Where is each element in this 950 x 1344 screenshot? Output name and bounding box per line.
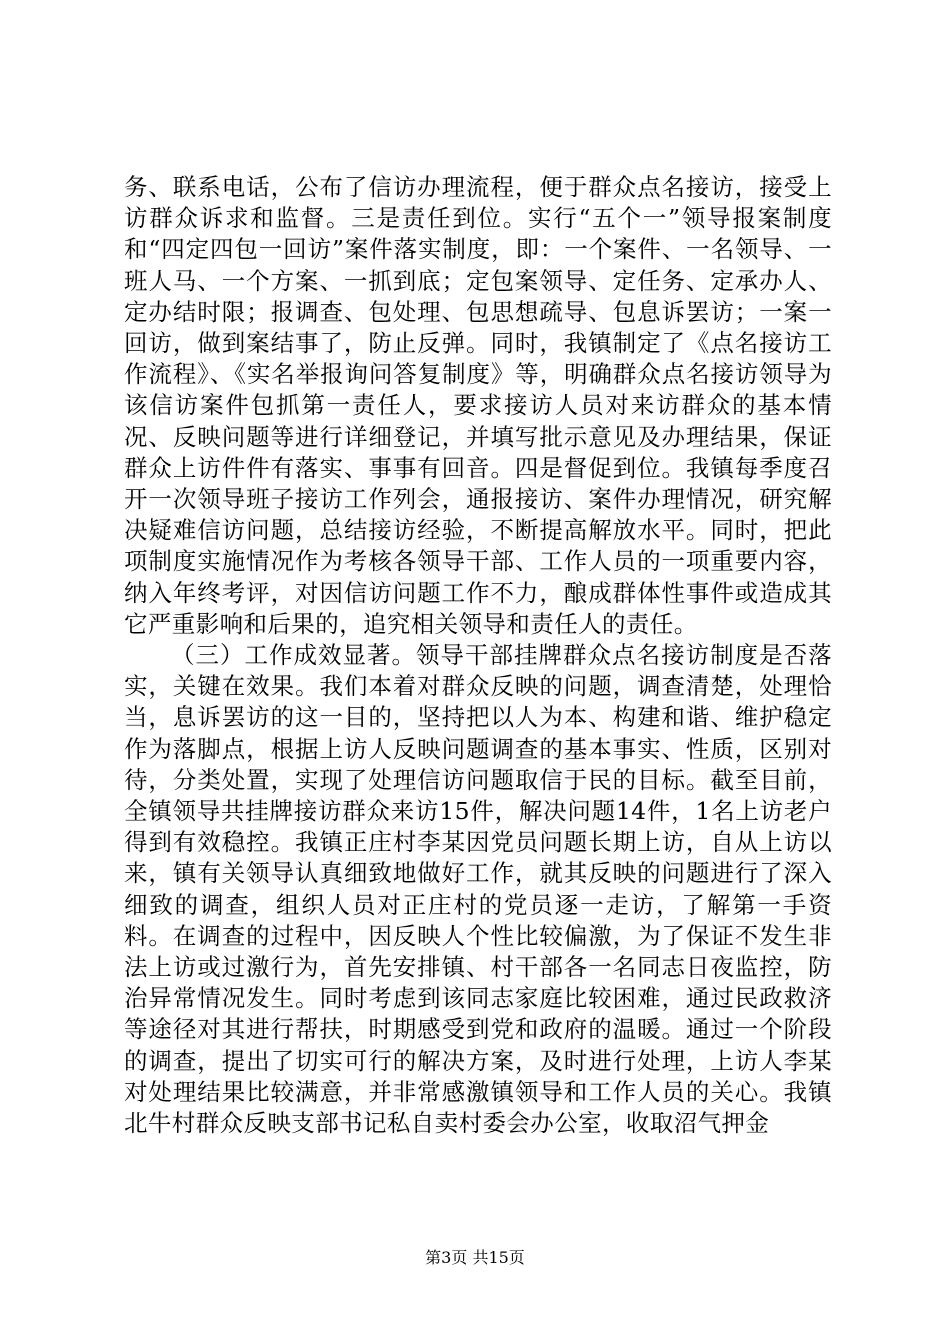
paragraph-responsibility: 务、联系电话，公布了信访办理流程，便于群众点名接访，接受上访群众诉求和监督。三是责任到位。实行“五个一”领导报案制度和“四定四包一回访”案件落实制度，即：一个案件、一名领导、一班人马、一个方案、一抓到底；定包案领导、定任务、定承办人、定办结时限；报调查、包处理、包思想疏导、包息诉罢访；一案一回访，做到案结事了，防止反弹。同时，我镇制定了《点名接访工作流程》、《实名举报询问答复制度》等，明确群众点名接访领导为该信访案件包抓第一责任人，要求接访人员对来访群众的基本情况、反映问题等进行详细登记，并填写批示意见及办理结果，保证群众上访件件有落实、事事有回音。四是督促到位。我镇每季度召开一次领导班子接访工作列会，通报接访、案件办理情况，研究解决疑难信访问题，总结接访经验，不断提高解放水平。同时，把此项制度实施情况作为考核各领导干部、工作人员的一项重要内容，纳入年终考评，对因信访问题工作不力，酿成群体性事件或造成其它严重影响和后果的，追究相关领导和责任人的责任。 <box>124 173 832 638</box>
paragraph-work-results: （三）工作成效显著。领导干部挂牌群众点名接访制度是否落实，关键在效果。我们本着对群众反映的问题，调查清楚，处理恰当，息诉罢访的这一目的，坚持把以人为本、构建和谐、维护稳定作为落脚点，根据上访人反映问题调查的基本事实、性质，区别对待，分类处置，实现了处理信访问题取信于民的目标。截至目前，全镇领导共挂牌接访群众来访15件，解决问题14件，1名上访老户得到有效稳控。我镇正庄村李某因党员问题长期上访，自从上访以来，镇有关领导认真细致地做好工作，就其反映的问题进行了深入细致的调查，组织人员对正庄村的党员逐一走访，了解第一手资料。在调查的过程中，因反映人个性比较偏激，为了保证不发生非法上访或过激行为，首先安排镇、村干部各一名同志日夜监控，防治异常情况发生。同时考虑到该同志家庭比较困难，通过民政救济等途径对其进行帮扶，时期感受到党和政府的温暖。通过一个阶段的调查，提出了切实可行的解决方案，及时进行处理，上访人李某对处理结果比较满意，并非常感激镇领导和工作人员的关心。我镇北牛村群众反映支部书记私自卖村委会办公室，收取沼气押金 <box>124 641 832 1138</box>
document-body <box>124 172 832 1139</box>
page-number-footer: 第3页 共15页 <box>425 1248 525 1267</box>
